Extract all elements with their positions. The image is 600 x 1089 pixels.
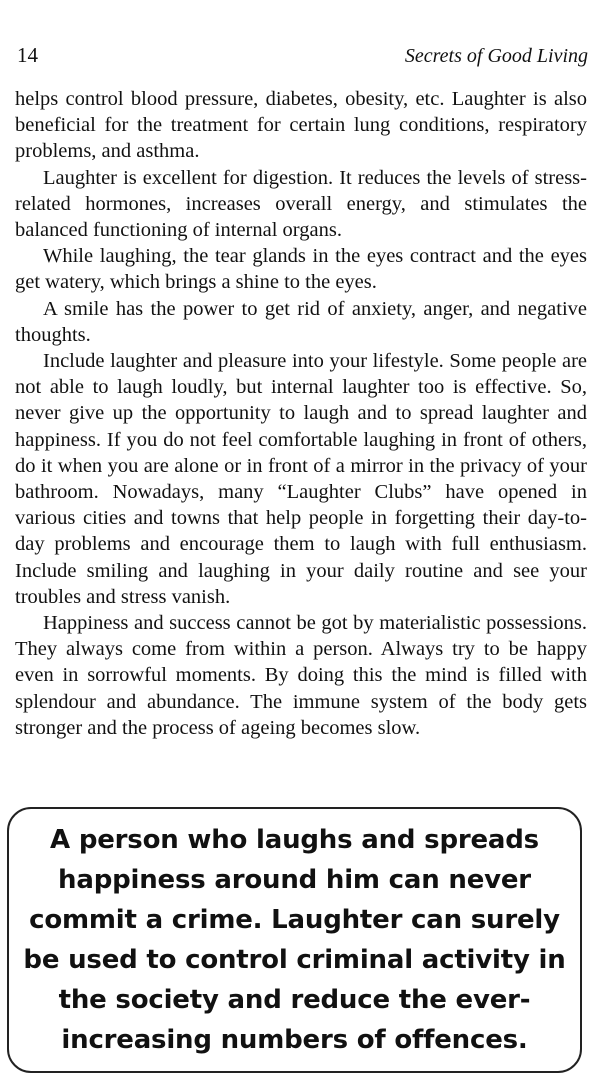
paragraph-smile: A smile has the power to get rid of anxiety, anger, and negative thoughts.: [15, 297, 587, 346]
paragraph-digestion: Laughter is excellent for digestion. It reduces the levels of stress-related hormones, increases overall energy, and stimulates the balanced functioning of internal organs.: [15, 166, 587, 242]
paragraph-continued: helps control blood pressure, diabetes, obesity, etc. Laughter is also beneficial for the treatment for certain lung conditions, respiratory problems, and asthma.: [15, 88, 587, 163]
callout-box: [7, 807, 582, 1073]
page-number: 14: [17, 43, 38, 67]
running-title: Secrets of Good Living: [404, 45, 588, 67]
body-text: [15, 86, 587, 741]
paragraph-lifestyle: Include laughter and pleasure into your lifestyle. Some people are not able to laugh loudly, but internal laughter too is effective. So, never give up the opportunity to laugh and to spread laughter and happiness. If you do not feel comfortable laughing in front of others, do it when you are alone or in front of a mirror in the privacy of your bathroom. Nowadays, many “Laughter Clubs” have opened in various cities and towns that help people in forgetting their day-to-day problems and encourage them to laugh with full enthusiasm. Include smiling and laughing in your daily routine and see your troubles and stress vanish.: [15, 350, 587, 608]
page-header: [17, 43, 588, 73]
callout-text: A person who laughs and spreads happiness around him can never commit a crime. Laughter can surely be used to control criminal activity in the society and reduce the ever-increasing numbers of offences.: [23, 825, 566, 1055]
paragraph-happiness: Happiness and success cannot be got by materialistic possessions. They always come from within a person. Always try to be happy even in sorrowful moments. By doing this the mind is filled with splendour and abundance. The immune system of the body gets stronger and the process of ageing becomes slow.: [15, 612, 587, 739]
paragraph-tear-glands: While laughing, the tear glands in the eyes contract and the eyes get watery, which brings a shine to the eyes.: [15, 245, 587, 294]
